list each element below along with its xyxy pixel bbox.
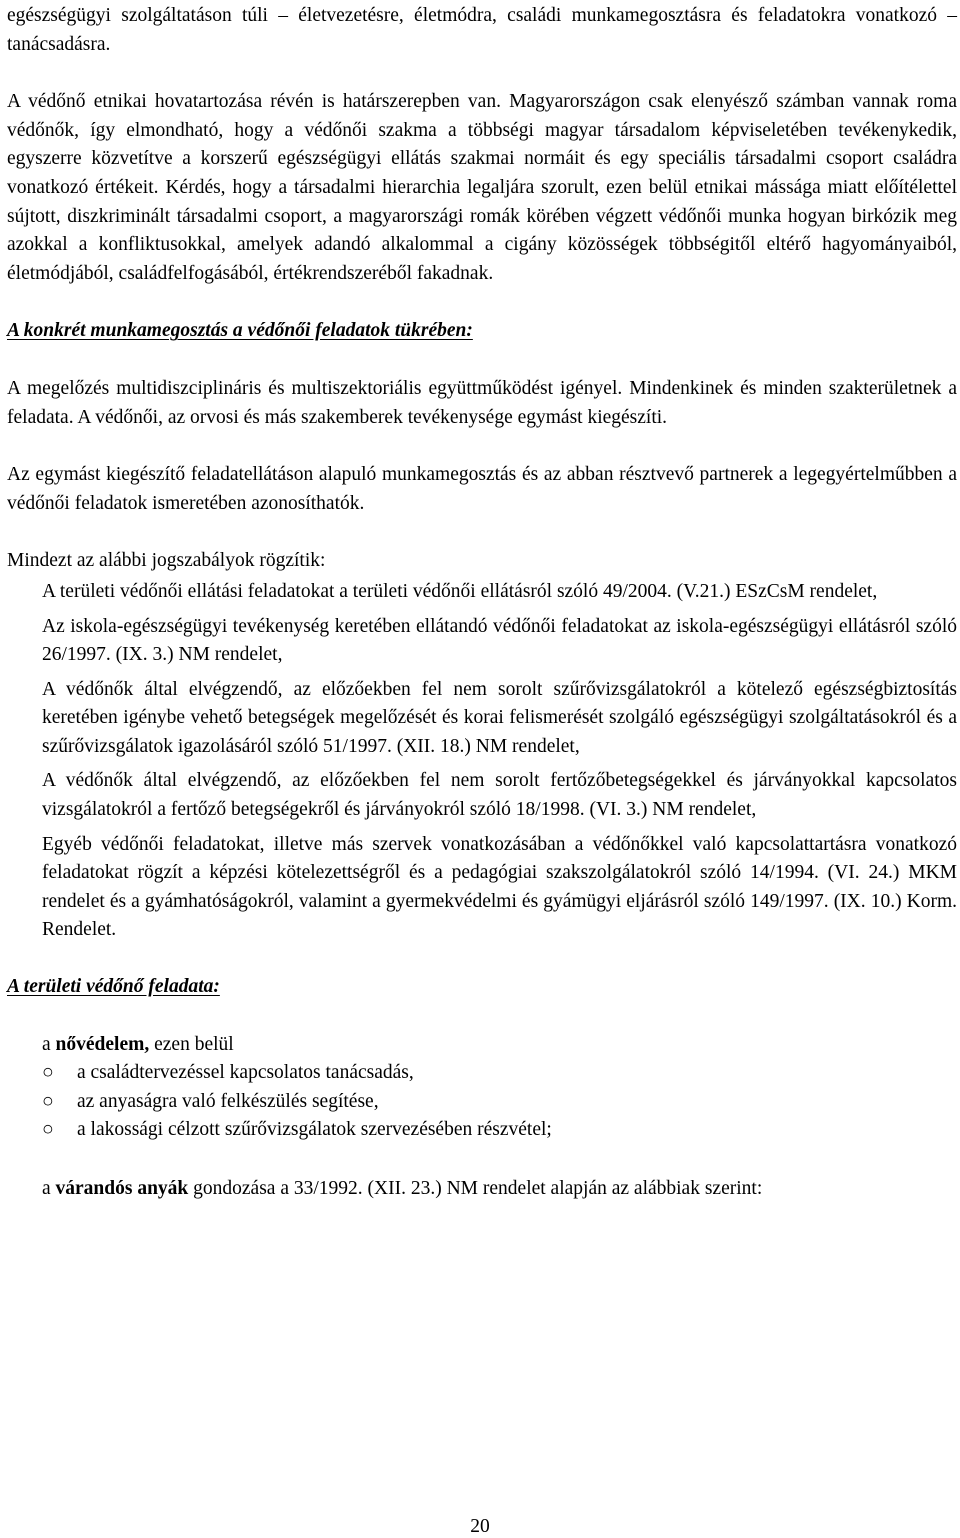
law-list [42, 578, 957, 945]
document-page [7, 0, 957, 1537]
circle-bullet-icon: ○ [42, 1062, 54, 1084]
paragraph-continuation: egészségügyi szolgáltatáson túli – életvezetésre, életmódra, családi munkamegosztásra és feladatokra vonatkozó – tanácsadásra. [7, 5, 957, 55]
womens-protection-suffix: ezen belül [149, 1033, 234, 1055]
pregnant-care-suffix: gondozása a 33/1992. (XII. 23.) NM rendelet alapján az alábbiak szerint: [188, 1178, 763, 1199]
pregnant-care-intro [42, 1175, 957, 1204]
law-item: A területi védőnői ellátási feladatokat a területi védőnői ellátásról szóló 49/2004. (V.21.) ESzCsM rendelet, [42, 580, 878, 602]
law-item: A védőnők által elvégzendő, az előzőekben fel nem sorolt szűrővizsgálatokról a kötelező egészségbiztosítás keretében igénybe vehető betegségek megelőzését és korai felismerését szolgáló egészségügyi szolgáltatásokról és a szűrővizsgálatok igazolásáról szóló 51/1997. (XII. 18.) NM rendelet, [42, 678, 957, 757]
womens-protection-prefix: a [42, 1033, 56, 1055]
list-item [42, 1059, 957, 1088]
pregnant-care-term: várandós anyák [55, 1178, 189, 1199]
law-item: Egyéb védőnői feladatokat, illetve más szervek vonatkozásában a védőnőkkel való kapcsolattartásra vonatkozó feladatokat rögzít a képzési kötelezettségről és a pedagógiai szakszolgálatokról szóló 14/1994. (VI. 24.) MKM rendelet és a gyámhatóságokról, valamint a gyermekvédelmi és gyámügyi eljárásról szóló 149/1997. (IX. 10.) Korm. Rendelet. [42, 833, 957, 941]
pregnant-care-prefix: a [42, 1178, 56, 1199]
law-item: A védőnők által elvégzendő, az előzőekben fel nem sorolt fertőzőbetegségekkel és járványokkal kapcsolatos vizsgálatokról a fertőző betegségekről és járványokról szóló 18/1998. (VI. 3.) NM rendelet, [42, 770, 957, 821]
circle-bullet-icon: ○ [42, 1119, 54, 1141]
womens-protection-term: nővédelem, [55, 1033, 150, 1055]
list-item-text: a lakossági célzott szűrővizsgálatok szervezésében részvétel; [77, 1119, 552, 1141]
list-item [42, 1088, 957, 1117]
section-heading-division-of-labour: A konkrét munkamegosztás a védőnői feladatok tükrében: [7, 320, 473, 342]
paragraph-complementary-tasks: Az egymást kiegészítő feladatellátáson alapuló munkamegosztás és az abban résztvevő partnerek a legegyértelműbben a védőnői feladatok ismeretében azonosíthatók. [7, 464, 957, 514]
list-item-text: a családtervezéssel kapcsolatos tanácsadás, [77, 1062, 414, 1084]
womens-protection-intro [42, 1031, 957, 1060]
page-number: 20 [470, 1516, 490, 1537]
section-heading-district-nurse-task: A területi védőnő feladata: [7, 976, 220, 998]
paragraph-ethnic-role: A védőnő etnikai hovatartozása révén is határszerepben van. Magyarországon csak elenyésző számban vannak roma védőnők, így elmondható, hogy a védőnői szakma a többségi magyar társadalom képviseletében tevékenykedik, egyszerre közvetítve a korszerű egészségügyi ellátás szakmai normáit és egy speciális társadalmi csoport családra vonatkozó értékeit. Kérdés, hogy a társadalmi hierarchia legaljára szorult, ezen belül etnikai mássága miatt előítélettel sújtott, diszkriminált társadalmi csoport, a magyarországi romák körében végzett védőnői munka hogyan birkózik meg azokkal a konfliktusokkal, amelyek adandó alkalommal a cigány közösségek többségitől eltérő hagyományaiból, életmódjából, családfelfogásából, értékrendszeréből fakadnak. [7, 91, 957, 284]
list-item [42, 1116, 957, 1145]
womens-protection-list [42, 1059, 957, 1145]
paragraph-laws-intro: Mindezt az alábbi jogszabályok rögzítik: [7, 550, 326, 572]
law-item: Az iskola-egészségügyi tevékenység keretében ellátandó védőnői feladatokat az iskola-egészségügyi ellátásról szóló 26/1997. (IX. 3.) NM rendelet, [42, 615, 957, 666]
list-item-text: az anyaságra való felkészülés segítése, [77, 1090, 379, 1112]
circle-bullet-icon: ○ [42, 1090, 54, 1112]
paragraph-prevention: A megelőzés multidiszciplináris és multiszektoriális együttműködést igényel. Mindenkinek és minden szakterületnek a feladata. A védőnői, az orvosi és más szakemberek tevékenysége egymást kiegészíti. [7, 377, 957, 428]
